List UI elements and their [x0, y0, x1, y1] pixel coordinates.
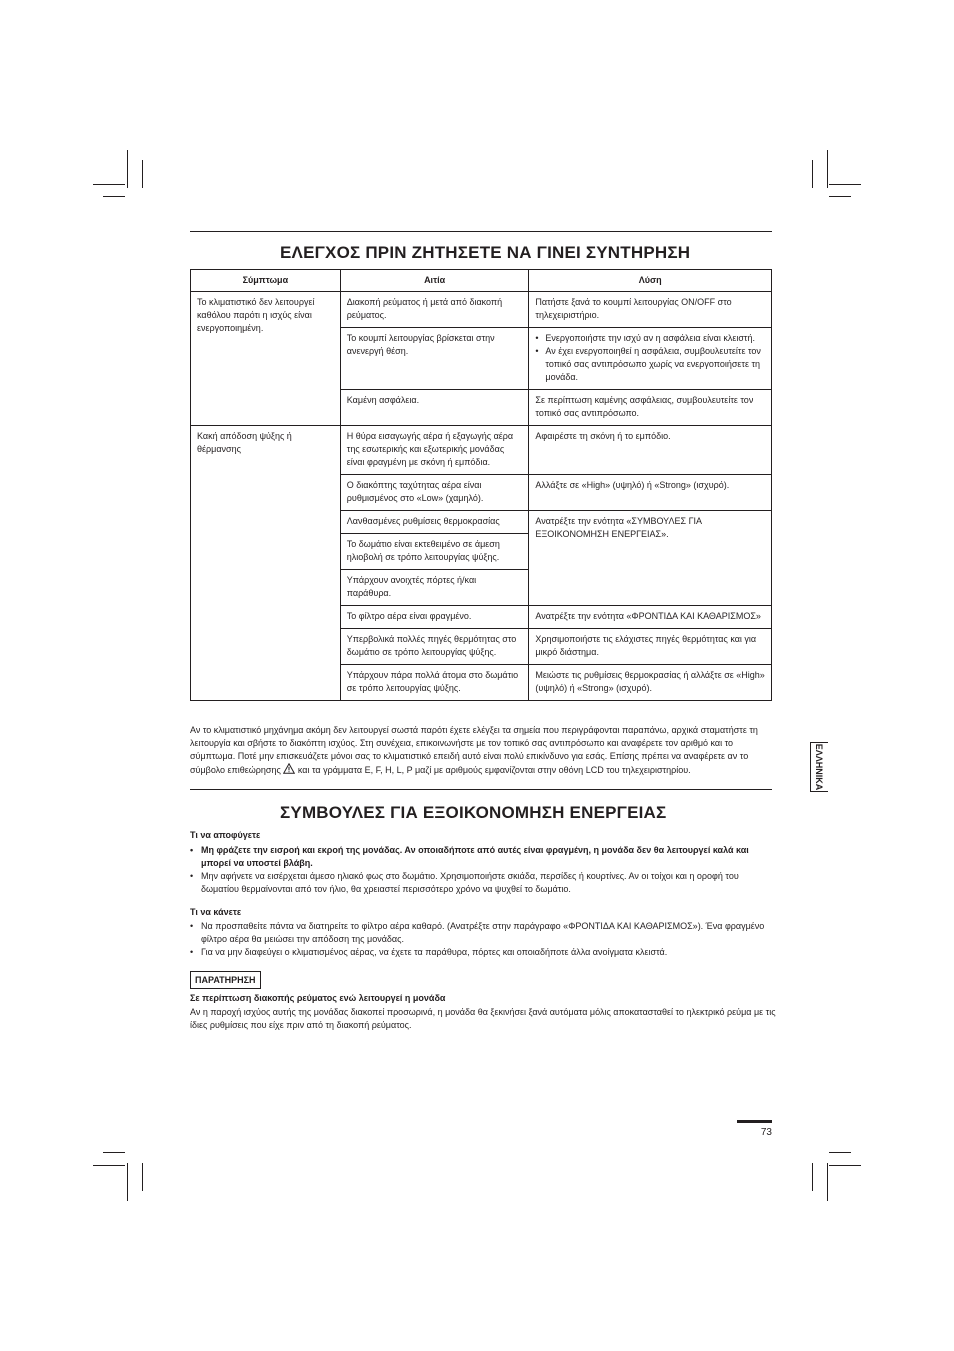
header-solution: Λύση	[529, 270, 772, 292]
solution-cell: Αλλάξτε σε «High» (υψηλό) ή «Strong» (ισχυρό).	[529, 475, 772, 511]
cause-cell: Υπερβολικά πολλές πηγές θερμότητας στο δωμάτιο σε τρόπο λειτουργίας ψύξης.	[340, 629, 529, 665]
solution-cell: Αφαιρέστε τη σκόνη ή το εμπόδιο.	[529, 426, 772, 475]
note-label: ΠΑΡΑΤΗΡΗΣΗ	[190, 971, 261, 989]
page-number: 73	[760, 1127, 772, 1138]
avoid-heading: Τι να αποφύγετε	[190, 830, 261, 840]
troubleshooting-table	[190, 269, 772, 701]
note-text: Αν η παροχή ισχύος αυτής της μονάδας διακοπεί προσωρινά, η μονάδα θα ξεκινήσει ξανά αυτόματα μόλις αποκατασταθεί το ηλεκτρικό ρεύμα με τις ίδιες ρυθμίσεις που είχε πριν από τη διακοπή ρεύματος.	[190, 1007, 776, 1030]
avoid-list	[190, 844, 776, 896]
header-cause: Αιτία	[340, 270, 529, 292]
solution-cell: Ανατρέξτε την ενότητα «ΦΡΟΝΤΙΔΑ ΚΑΙ ΚΑΘΑΡΙΣΜΟΣ»	[529, 606, 772, 629]
cause-cell: Υπάρχουν πάρα πολλά άτομα στο δωμάτιο σε τρόπο λειτουργίας ψύξης.	[340, 665, 529, 701]
solution-cell: Ανατρέξτε την ενότητα «ΣΥΜΒΟΥΛΕΣ ΓΙΑ ΕΞΟΙΚΟΝΟΜΗΣΗ ΕΝΕΡΓΕΙΑΣ».	[529, 511, 772, 606]
cause-cell: Υπάρχουν ανοιχτές πόρτες ή/και παράθυρα.	[340, 570, 529, 606]
section-divider	[190, 789, 772, 790]
footnote-text-b: και τα γράμματα E, F, H, L, P μαζί με αριθμούς εμφανίζονται στην οθόνη LCD του τηλεχειριστηρίου.	[297, 765, 691, 775]
table-row	[191, 292, 772, 328]
solution-bullet: • Ενεργοποιήστε την ισχύ αν η ασφάλεια είναι κλειστή.	[535, 332, 765, 345]
list-item: • Μη φράζετε την εισροή και εκροή της μονάδας. Αν οποιαδήποτε από αυτές είναι φραγμένη, η μονάδα δεν θα λειτουργεί καλά και μπορεί να υποστεί βλάβη.	[190, 844, 776, 870]
footnote-text-a: Αν το κλιματιστικό μηχάνημα ακόμη δεν λειτουργεί σωστά παρότι έχετε ελέγξει τα σημεία που περιγράφονται παραπάνω, αρχικά σταματήστε τη λειτουργία και σβήστε το διακόπτη ισχύος. Στη συνέχεια, επικοινωνήστε με τον τοπικό σας αντιπρόσωπο και αναφέρετε τον αριθμό και το σύμπτωμα. Ποτέ μην επισκευάζετε μόνοι σας το κλιματιστικό επειδή αυτό είναι πολύ επικίνδυνο για εσάς. Επίσης πρέπει να αναφέρετε αν το σύμβολο επιθεώρησης	[190, 725, 758, 775]
warning-icon	[283, 763, 295, 774]
solution-cell: Χρησιμοποιήστε τις ελάχιστες πηγές θερμότητας και για μικρό διάστημα.	[529, 629, 772, 665]
solution-cell	[529, 328, 772, 390]
cause-cell: Η θύρα εισαγωγής αέρα ή εξαγωγής αέρα της εσωτερικής και εξωτερικής μονάδας είναι φραγμένη με σκόνη ή εμπόδια.	[340, 426, 529, 475]
cause-cell: Καμένη ασφάλεια.	[340, 390, 529, 426]
list-item: • Για να μην διαφεύγει ο κλιματισμένος αέρας, να έχετε τα παράθυρα, πόρτες και οποιαδήποτε άλλα ανοίγματα κλειστά.	[190, 946, 776, 959]
header-symptom: Σύμπτωμα	[191, 270, 341, 292]
list-item: • Να προσπαθείτε πάντα να διατηρείτε το φίλτρο αέρα καθαρό. (Ανατρέξτε στην παράγραφο «ΦΡΟΝΤΙΔΑ ΚΑΙ ΚΑΘΑΡΙΣΜΟΣ»). Ένα φραγμένο φίλτρο αέρα θα μειώσει την απόδοση της μονάδας.	[190, 920, 776, 946]
page-number-rule	[737, 1120, 772, 1123]
solution-cell: Σε περίπτωση καμένης ασφάλειας, συμβουλευτείτε τον τοπικό σας αντιπρόσωπο.	[529, 390, 772, 426]
do-list	[190, 920, 776, 959]
cause-cell: Το δωμάτιο είναι εκτεθειμένο σε άμεση ηλιοβολή σε τρόπο λειτουργίας ψύξης.	[340, 534, 529, 570]
cause-cell: Λανθασμένες ρυθμίσεις θερμοκρασίας	[340, 511, 529, 534]
section-title-energy: ΣΥΜΒΟΥΛΕΣ ΓΙΑ ΕΞΟΙΚΟΝΟΜΗΣΗ ΕΝΕΡΓΕΙΑΣ	[280, 803, 667, 822]
cause-cell: Ο διακόπτης ταχύτητας αέρα είναι ρυθμισμένος στο «Low» (χαμηλό).	[340, 475, 529, 511]
table-header-row	[191, 270, 772, 292]
table-footnote	[190, 724, 776, 777]
cause-cell: Το φίλτρο αέρα είναι φραγμένο.	[340, 606, 529, 629]
language-label: ΕΛΛΗΝΙΚΑ	[814, 743, 824, 791]
symptom-cell: Το κλιματιστικό δεν λειτουργεί καθόλου παρότι η ισχύς είναι ενεργοποιημένη.	[191, 292, 341, 426]
cause-cell: Το κουμπί λειτουργίας βρίσκεται στην ανενεργή θέση.	[340, 328, 529, 390]
note-heading: Σε περίπτωση διακοπής ρεύματος ενώ λειτουργεί η μονάδα	[190, 993, 446, 1003]
symptom-cell: Κακή απόδοση ψύξης ή θέρμανσης	[191, 426, 341, 701]
cause-cell: Διακοπή ρεύματος ή μετά από διακοπή ρεύματος.	[340, 292, 529, 328]
solution-cell: Μειώστε τις ρυθμίσεις θερμοκρασίας ή αλλάξτε σε «High» (υψηλό) ή «Strong» (ισχυρό).	[529, 665, 772, 701]
list-item: • Μην αφήνετε να εισέρχεται άμεσο ηλιακό φως στο δωμάτιο. Χρησιμοποιήστε σκιάδα, περσίδες ή κουρτίνες. Αν οι τοίχοι και η οροφή του δωματίου θερμαίνονται από τον ήλιο, θα χρειαστεί περισσότερο χρόνο να ψυχθεί το δωμάτιο.	[190, 870, 776, 896]
table-row	[191, 426, 772, 475]
do-heading: Τι να κάνετε	[190, 907, 242, 917]
solution-bullet: • Αν έχει ενεργοποιηθεί η ασφάλεια, συμβουλευτείτε τον τοπικό σας αντιπρόσωπο χωρίς να ενεργοποιήσετε τη μονάδα.	[535, 345, 765, 384]
section-title-maintenance: ΕΛΕΓΧΟΣ ΠΡΙΝ ΖΗΤΗΣΕΤΕ ΝΑ ΓΙΝΕΙ ΣΥΝΤΗΡΗΣΗ	[280, 243, 691, 262]
top-rule	[190, 231, 772, 232]
solution-cell: Πατήστε ξανά το κουμπί λειτουργίας ON/OFF στο τηλεχειριστήριο.	[529, 292, 772, 328]
